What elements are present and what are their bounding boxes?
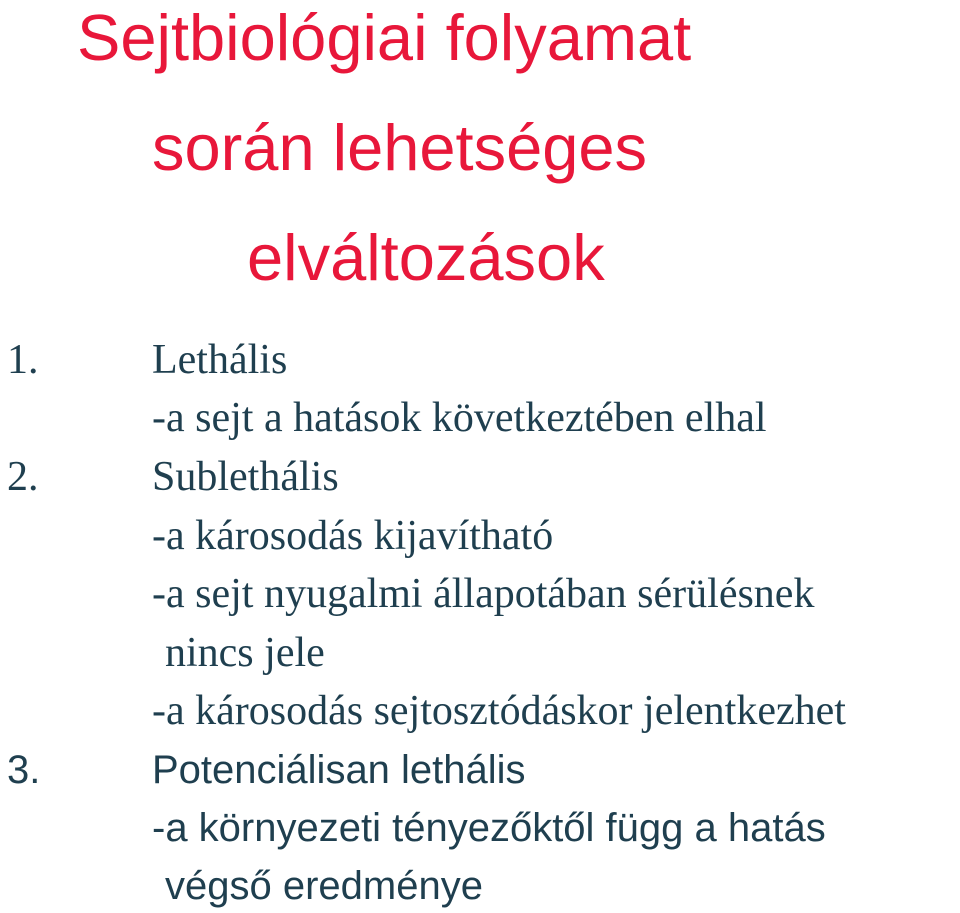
item-3-heading: Potenciálisan lethális [152,748,526,792]
item-2-heading: Sublethális [152,454,339,500]
item-3-detail-1: -a környezeti tényezőktől függ a hatás [152,806,826,850]
title-line-3: elváltozások [247,221,605,294]
item-1-number: 1. [7,337,39,383]
item-2-number: 2. [7,454,39,500]
item-2-detail-2: -a sejt nyugalmi állapotában sérülésnek [152,571,815,617]
title-line-1: Sejtbiológiai folyamat [77,1,692,74]
item-1-detail-1: -a sejt a hatások következtében elhal [152,395,767,441]
item-2-detail-1: -a károsodás kijavítható [152,513,554,559]
item-1-heading: Lethális [152,337,288,383]
item-2-detail-3: nincs jele [165,630,325,676]
item-3-number: 3. [7,748,41,792]
item-2-detail-4: -a károsodás sejtosztódáskor jelentkezhet [152,688,846,734]
slide-title [0,0,960,300]
title-line-2: során lehetséges [152,111,648,184]
item-3-detail-2: végső eredménye [165,864,483,908]
